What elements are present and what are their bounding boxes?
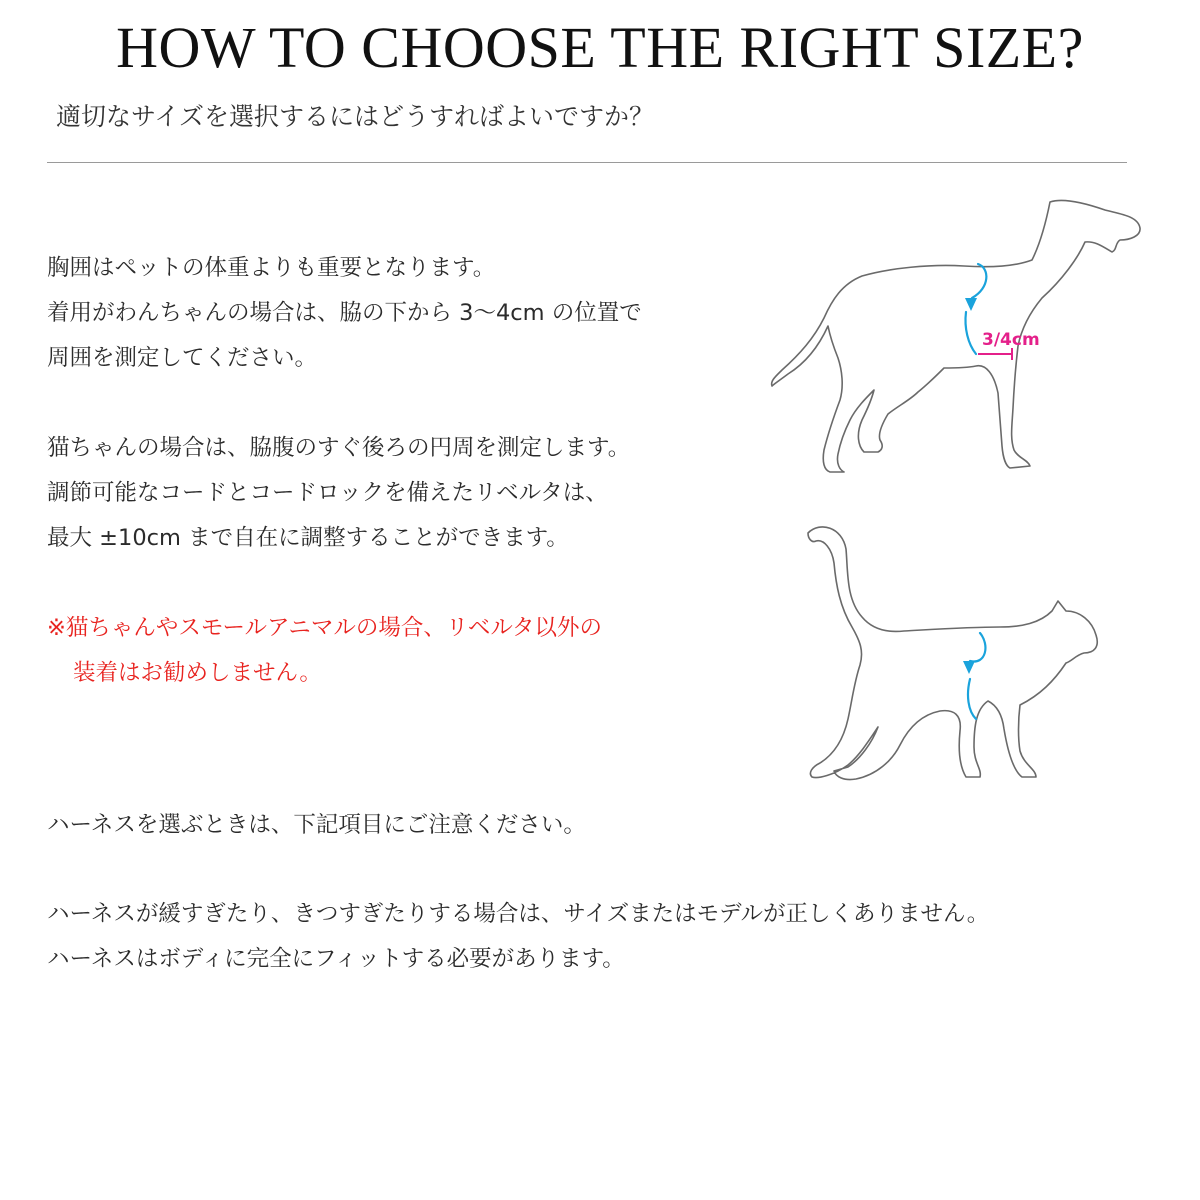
arrow-down-icon [963,661,975,674]
paragraph-line: 胸囲はペットの体重よりも重要となります。 [47,255,496,281]
paragraph-line: 調節可能なコードとコードロックを備えたリベルタは、 [47,480,608,506]
arrow-down-icon [965,298,977,311]
paragraph-line: ハーネスを選ぶときは、下記項目にご注意ください。 [47,812,586,838]
warning-line: 装着はお勧めしません。 [73,660,322,686]
paragraph-line: ハーネスはボディに完全にフィットする必要があります。 [47,946,625,972]
paragraph-line: 着用がわんちゃんの場合は、脇の下から 3〜4cm の位置で [47,300,642,326]
paragraph-line: ハーネスが緩すぎたり、きつすぎたりする場合は、サイズまたはモデルが正しくありません。 [47,901,990,927]
divider [47,162,1127,163]
cat-outline [808,527,1097,780]
paragraph-line: 最大 ±10cm まで自在に調整することができます。 [47,525,569,551]
warning-line: ※猫ちゃんやスモールアニマルの場合、リベルタ以外の [47,615,603,641]
cat-measurement-paragraph [47,426,630,561]
notice-paragraph [47,803,586,848]
dog-measurement-paragraph [47,246,642,381]
cat-measurement-illustration [790,515,1120,790]
paragraph-line: 周囲を測定してください。 [47,345,318,371]
page-title: HOW TO CHOOSE THE RIGHT SIZE? [116,15,1084,80]
warning-paragraph [47,606,602,696]
offset-label: 3/4cm [982,330,1040,350]
page-subtitle: 適切なサイズを選択するにはどうすればよいですか？ [56,102,655,131]
dog-measurement-illustration [760,188,1160,488]
paragraph-line: 猫ちゃんの場合は、脇腹のすぐ後ろの円周を測定します。 [47,435,631,461]
fit-paragraph [47,892,989,982]
dog-outline [772,200,1140,472]
